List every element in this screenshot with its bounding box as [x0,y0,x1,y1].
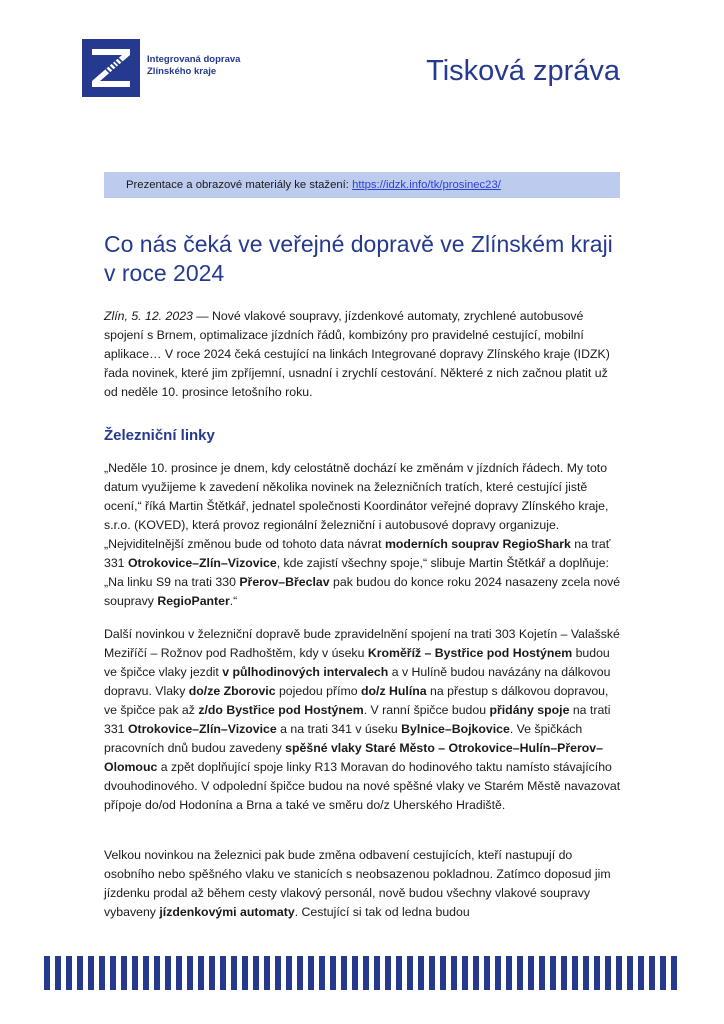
text-run: na přestup s dálkovou dopravou, ve špičce pak až [104,684,609,717]
place-date: Zlín, 5. 12. 2023 [104,309,193,323]
text-run: Velkou novinkou na železnici pak bude změna odbavení cestujících, kteří nastupují do osobního nebo spěšného vlaku ve stanicích s neobsazenou pokladnou. Zatímco doposud jim jízdenku prodal až během cesty vlakový personál, nově budou všechny vlakové soupravy vybaveny [104,848,611,919]
paragraph-3 [104,846,624,922]
lead-paragraph [104,307,624,402]
text-run: pojedou přímo [275,684,361,698]
paragraph-1 [104,459,624,611]
text-run-bold: Kroměříž – Bystřice pod Hostýnem [367,646,573,660]
text-run-bold: jízdenkovými automaty [159,905,295,919]
text-run-bold: Bylnice–Bojkovice [401,722,510,736]
text-run: a na trati 341 v úseku [276,722,402,736]
download-link[interactable]: https://idzk.info/tk/prosinec23/ [352,179,501,191]
text-run: budou ve špičce vlaky jezdit [104,646,610,679]
text-run-bold: moderních souprav RegioShark [384,537,571,551]
text-run: . Cestující si tak od ledna budou [294,905,470,919]
document-type-heading: Tisková zpráva [426,55,620,87]
text-run-bold: do/z Hulína [361,684,427,698]
text-run: a v Hulíně budou navázány na dálkovou dopravu. Vlaky [104,665,611,698]
text-run-bold: Přerov–Břeclav [239,575,330,589]
download-banner [104,172,620,198]
text-run-bold: do/ze Zborovic [188,684,276,698]
text-run: a zpět doplňující spoje linky R13 Moravan do hodinového taktu namísto stávajícího dvouhodinového. V odpolední špičce budou na nové spěšné vlaky ve Starém Městě navazovat přípoje do/od Hodonína a Brna a také ve směru do/z Uherského Hradiště. [104,760,621,812]
text-run-bold: Otrokovice–Zlín–Vizovice [127,556,277,570]
press-release-title: Co nás čeká ve veřejné dopravě ve Zlínském kraji v roce 2024 [104,231,613,286]
lead-text: — Nové vlakové soupravy, jízdenkové automaty, zrychlené autobusové spojení s Brnem, optimalizace jízdních řádů, kombizóny pro pravidelné cestující, mobilní aplikace… V roce 2024 čeká cestující na linkách Integrované dopravy Zlínského kraje (IDZK) řada novinek, které jim zpříjemní, usnadní i zrychlí cestování. Některé z nich začnou platit už od neděle 10. prosince letošního roku. [104,309,610,399]
paragraph-2 [104,625,624,815]
section-heading-railway: Železniční linky [104,427,215,444]
text-run-bold: z/do Bystřice pod Hostýnem [198,703,364,717]
text-run-bold: Otrokovice–Zlín–Vizovice [127,722,277,736]
logo-line-1: Integrovaná doprava [147,54,241,65]
text-run-bold: spěšné vlaky Staré Město – Otrokovice–Hulín–Přerov–Olomouc [104,741,603,774]
text-run: .“ [229,594,238,608]
banner-text: Prezentace a obrazové materiály ke stažení: [126,179,353,191]
text-run: . V ranní špičce budou [363,703,490,717]
text-run-bold: v půlhodinových intervalech [222,665,389,679]
text-run: na trať 331 [104,537,611,570]
text-run-bold: RegioPanter [157,594,230,608]
text-run: na trati 331 [104,703,611,736]
text-run: . Ve špičkách pracovních dnů budou zavedeny [104,722,583,755]
logo-line-2: Zlínského kraje [147,66,217,77]
text-run: „Neděle 10. prosince je dnem, kdy celostátně dochází ke změnám v jízdních řádech. My toto datum využijeme k zavedení několika novinek na železničních tratích, které cestující jistě ocení,“ říká Martin Štětkář, jednatel společnosti Koordinátor veřejné dopravy Zlínského kraje, s.r.o. (KOVED), která provoz regionální železniční i autobusové dopravy organizuje. „Nejviditelnější změnou bude od tohoto data návrat [104,461,609,551]
text-run-bold: přidány spoje [489,703,570,717]
idzk-logo-text [147,54,240,78]
idzk-logo [82,39,240,97]
text-run: pak budou do konce roku 2024 nasazeny zcela nové soupravy [104,575,621,608]
footer-stripe-band [44,956,680,990]
idzk-logo-mark [82,39,140,97]
text-run: Další novinkou v železniční dopravě bude zpravidelnění spojení na trati 303 Kojetín – Valašské Meziříčí – Rožnov pod Radhoštěm, kdy v úseku [104,627,620,660]
text-run: , kde zajistí všechny spoje,“ slibuje Martin Štětkář a doplňuje: „Na linku S9 na trati 330 [104,556,609,589]
